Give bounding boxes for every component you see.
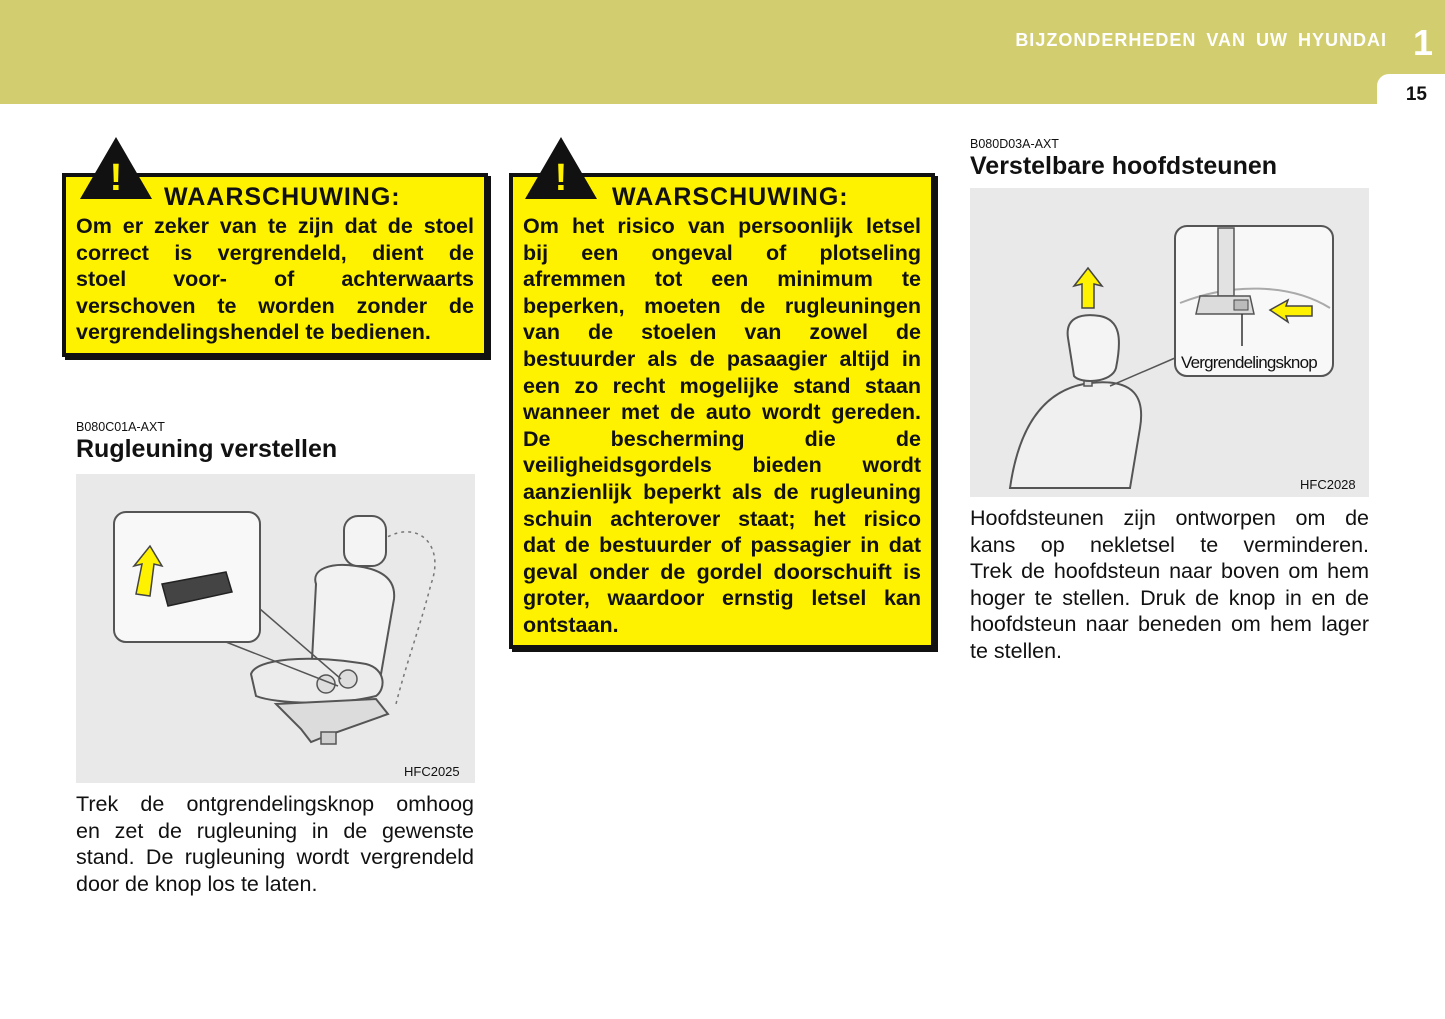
text-line: en zet de rugleuning in de gewenste (76, 818, 474, 843)
text-line: geval onder de gordel doorschuift is (523, 559, 921, 584)
warning-exclamation-mark: ! (109, 157, 123, 199)
text-line: te stellen. (970, 638, 1063, 663)
text-line: Om er zeker van te zijn dat de stoel (76, 214, 474, 238)
warning-body (523, 213, 921, 639)
section-paragraph (76, 791, 474, 897)
chapter-title: BIJZONDERHEDEN VAN UW HYUNDAI (1015, 30, 1387, 50)
text-line: correct is vergrendeld, dient de (76, 240, 474, 265)
warning-title: WAARSCHUWING: (164, 183, 401, 211)
text-line: door de knop los te laten. (76, 871, 318, 896)
section-paragraph (970, 505, 1369, 665)
text-line: De bescherming die de (523, 426, 921, 451)
figure-label: HFC2025 (404, 764, 460, 779)
chapter-number: 1 (1412, 22, 1433, 63)
section-code: B080D03A-AXT (970, 137, 1059, 151)
text-line: veiligheidsgordels bieden wordt (523, 453, 921, 478)
warning-exclamation-mark: ! (554, 157, 568, 199)
header-band (0, 0, 1445, 104)
text-line: een zo recht mogelijke stand staan (523, 373, 921, 398)
text-line: vergrendelingshendel te bedienen. (76, 320, 431, 345)
page-number: 15 (1405, 84, 1427, 105)
text-line: schuin achterover staat; het risico (523, 506, 921, 531)
text-line: aanzienlijk beperkt als de rugleuning (523, 479, 921, 504)
figure-label: HFC2028 (1300, 477, 1356, 492)
text-line: afremmen tot een minimum te (523, 267, 921, 292)
text-line: van de stoelen van zowel de (523, 320, 921, 345)
text-line: wanneer met de auto wordt gereden. (523, 400, 921, 425)
headrest-illustration (970, 188, 1369, 497)
text-line: dat de bestuurder of passagier in dat (523, 533, 921, 558)
text-line: Trek de hoofdsteun naar boven om hem (970, 559, 1369, 584)
text-line: bestuurder als de pasaagier altijd in (523, 346, 921, 371)
text-line: groter, waardoor ernstig letsel kan (523, 586, 921, 611)
text-line: ontstaan. (523, 612, 619, 637)
text-line: stand. De rugleuning wordt vergrendeld (76, 845, 474, 870)
warning-title: WAARSCHUWING: (612, 183, 849, 211)
text-line: stoel voor- of achterwaarts (76, 267, 474, 292)
figure-headrest-adjust (970, 188, 1369, 497)
text-line: Hoofdsteunen zijn ontworpen om de (970, 506, 1369, 530)
text-line: hoger te stellen. Druk de knop in en de (970, 585, 1369, 610)
section-code: B080C01A-AXT (76, 420, 165, 434)
figure-backrest-adjust (76, 474, 475, 783)
section-heading: Verstelbare hoofdsteunen (970, 152, 1278, 180)
text-line: hoofdsteun naar beneden om hem lager (970, 612, 1369, 637)
text-line: bij een ongeval of plotseling (523, 240, 921, 265)
text-line: beperken, moeten de rugleuningen (523, 293, 921, 318)
seat-illustration (76, 474, 475, 783)
text-line: kans op nekletsel te verminderen. (970, 532, 1369, 557)
text-line: verschoven te worden zonder de (76, 293, 474, 318)
text-line: Trek de ontgrendelingsknop omhoog (76, 792, 474, 816)
callout-label: Vergrendelingsknop (1181, 353, 1317, 372)
warning-body (76, 213, 474, 346)
section-heading: Rugleuning verstellen (76, 435, 338, 463)
text-line: Om het risico van persoonlijk letsel (523, 214, 921, 238)
